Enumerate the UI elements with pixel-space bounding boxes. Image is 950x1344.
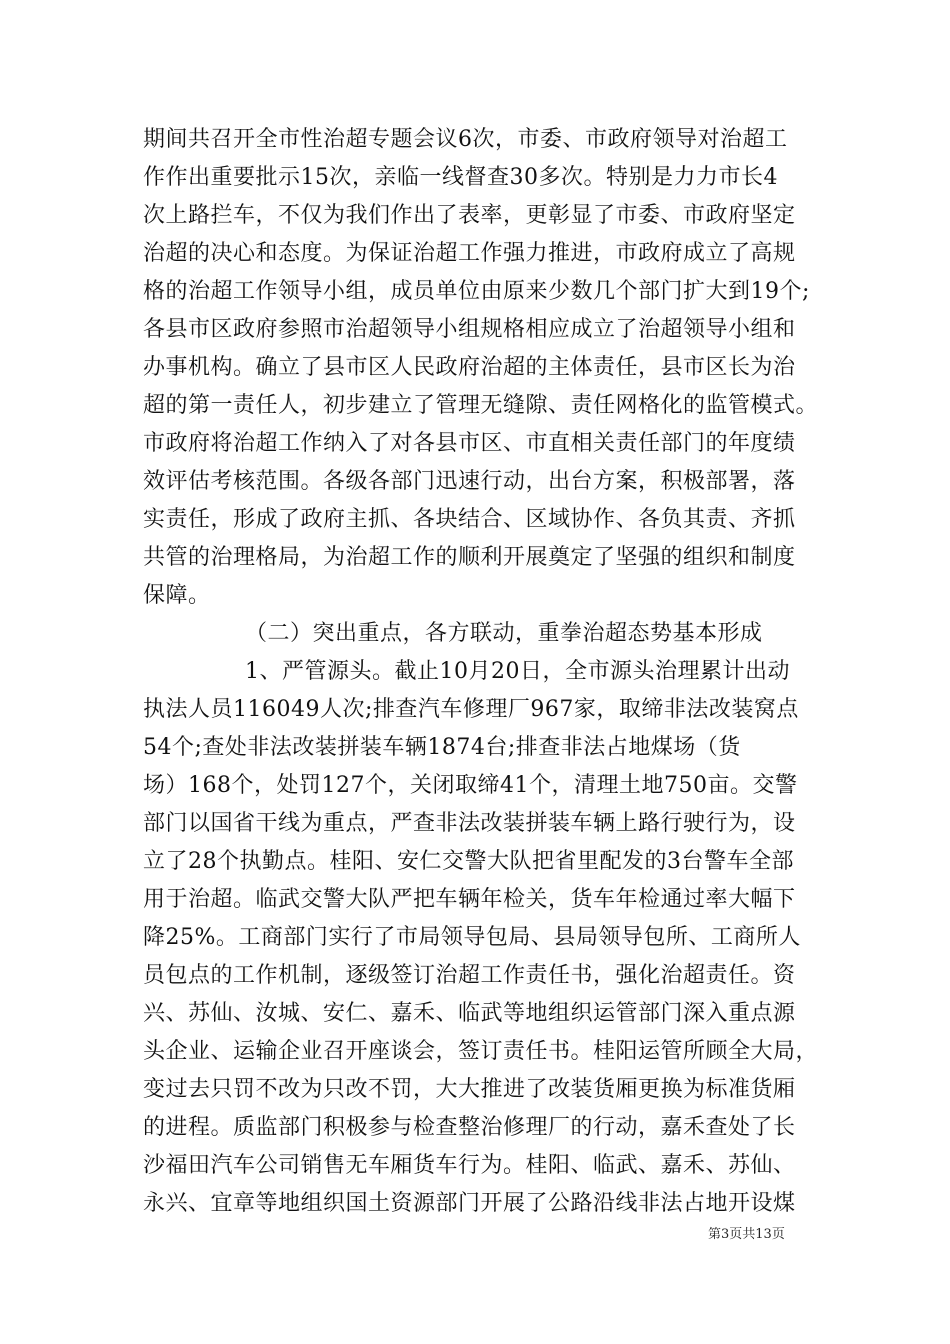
body-line: 永兴、宜章等地组织国土资源部门开展了公路沿线非法占地开设煤 — [143, 1191, 796, 1216]
body-line: 共管的治理格局，为治超工作的顺利开展奠定了坚强的组织和制度 — [143, 545, 796, 570]
body-line: 场）168个，处罚127个，关闭取缔41个，清理土地750亩。交警 — [143, 773, 798, 798]
body-line: 治超的决心和态度。为保证治超工作强力推进，市政府成立了高规 — [143, 241, 796, 266]
body-line: 立了28个执勤点。桂阳、安仁交警大队把省里配发的3台警车全部 — [143, 849, 794, 874]
body-line: 的进程。质监部门积极参与检查整治修理厂的行动，嘉禾查处了长 — [143, 1115, 796, 1140]
body-line: 次上路拦车，不仅为我们作出了表率，更彰显了市委、市政府坚定 — [143, 203, 796, 228]
body-line: 保障。 — [143, 583, 211, 608]
body-line: 沙福田汽车公司销售无车厢货车行为。桂阳、临武、嘉禾、苏仙、 — [143, 1153, 796, 1178]
body-line: 用于治超。临武交警大队严把车辆年检关，货车年检通过率大幅下 — [143, 887, 796, 912]
body-line: 员包点的工作机制，逐级签订治超工作责任书，强化治超责任。资 — [143, 963, 796, 988]
body-line: 格的治超工作领导小组，成员单位由原来少数几个部门扩大到19个; — [143, 279, 810, 304]
body-line: 兴、苏仙、汝城、安仁、嘉禾、临武等地组织运管部门深入重点源 — [143, 1001, 796, 1026]
body-line: 各县市区政府参照市治超领导小组规格相应成立了治超领导小组和 — [143, 317, 796, 342]
body-line: 超的第一责任人，初步建立了管理无缝隙、责任网格化的监管模式。 — [143, 393, 819, 418]
body-line: 头企业、运输企业召开座谈会，签订责任书。桂阳运管所顾全大局， — [143, 1039, 819, 1064]
body-line: 期间共召开全市性治超专题会议6次，市委、市政府领导对治超工 — [143, 127, 788, 152]
paragraph-first-line: 1、严管源头。截止10月20日，全市源头治理累计出动 — [245, 659, 790, 684]
body-line: 降25%。工商部门实行了市局领导包局、县局领导包所、工商所人 — [143, 925, 801, 950]
body-line: 办事机构。确立了县市区人民政府治超的主体责任，县市区长为治 — [143, 355, 796, 380]
body-line: 市政府将治超工作纳入了对各县市区、市直相关责任部门的年度绩 — [143, 431, 796, 456]
body-line: 作作出重要批示15次，亲临一线督查30多次。特别是力力市长4 — [143, 165, 778, 190]
section-heading: （二）突出重点，各方联动，重拳治超态势基本形成 — [245, 621, 763, 646]
body-line: 部门以国省干线为重点，严查非法改装拼装车辆上路行驶行为，设 — [143, 811, 796, 836]
body-line: 实责任，形成了政府主抓、各块结合、区域协作、各负其责、齐抓 — [143, 507, 796, 532]
body-line: 效评估考核范围。各级各部门迅速行动，出台方案，积极部署，落 — [143, 469, 796, 494]
page-number: 第3页共13页 — [708, 1227, 785, 1242]
body-line: 54个;查处非法改装拼装车辆1874台;排查非法占地煤场（货 — [143, 735, 741, 760]
body-line: 变过去只罚不改为只改不罚，大大推进了改装货厢更换为标准货厢 — [143, 1077, 796, 1102]
body-line: 执法人员116049人次;排查汽车修理厂967家，取缔非法改装窝点 — [143, 697, 799, 722]
